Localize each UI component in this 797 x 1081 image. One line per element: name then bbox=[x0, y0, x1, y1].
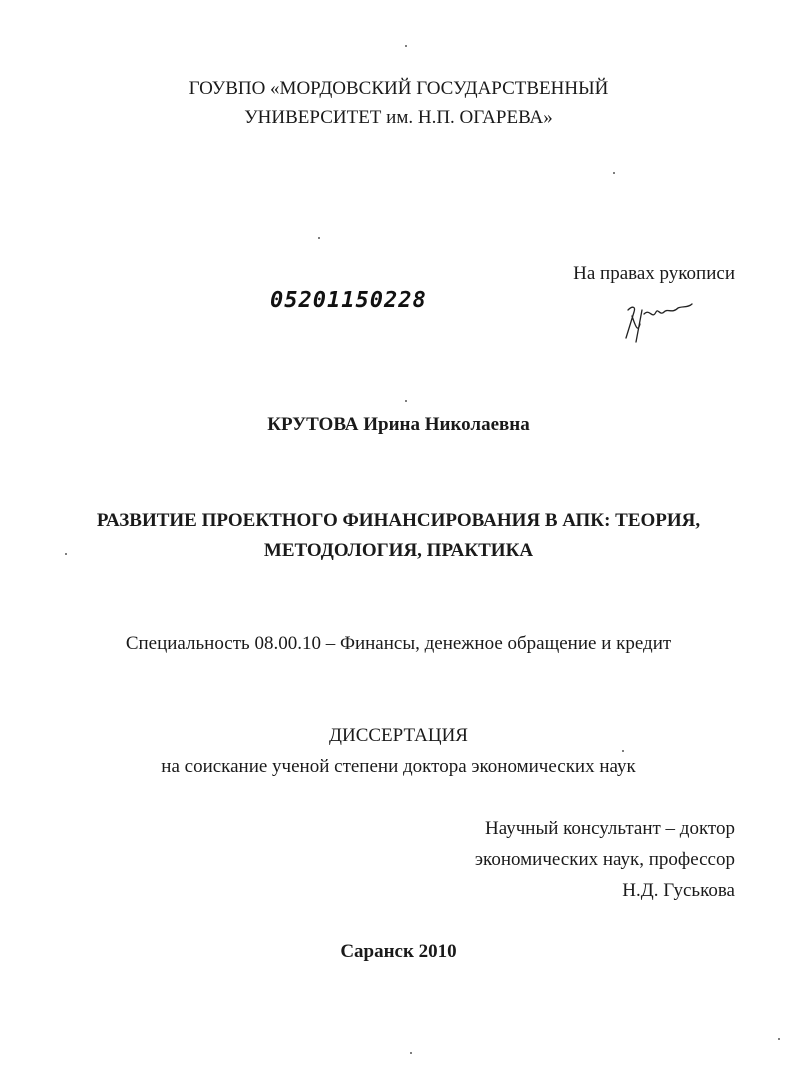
registration-number-stamp: 05201150228 bbox=[270, 288, 427, 313]
author-name: КРУТОВА Ирина Николаевна bbox=[267, 414, 530, 435]
consultant-line-2: экономических наук, профессор bbox=[474, 849, 735, 870]
scan-speck bbox=[405, 45, 407, 47]
scan-speck bbox=[405, 400, 407, 402]
scan-speck bbox=[778, 1038, 780, 1040]
organization-line-1: ГОУВПО «МОРДОВСКИЙ ГОСУДАРСТВЕННЫЙ bbox=[188, 78, 609, 99]
dissertation-title-line-2: МЕТОДОЛОГИЯ, ПРАКТИКА bbox=[263, 540, 534, 561]
work-type: ДИССЕРТАЦИЯ bbox=[329, 725, 468, 746]
place-year: Саранск 2010 bbox=[340, 941, 457, 962]
degree-line: на соискание ученой степени доктора экономических наук bbox=[161, 756, 636, 777]
scan-speck bbox=[410, 1052, 412, 1054]
specialty-line: Специальность 08.00.10 – Финансы, денежное обращение и кредит bbox=[125, 633, 672, 654]
scan-speck bbox=[318, 237, 320, 239]
signature-icon bbox=[622, 298, 696, 344]
scan-speck bbox=[613, 172, 615, 174]
organization-line-2: УНИВЕРСИТЕТ им. Н.П. ОГАРЕВА» bbox=[244, 107, 553, 128]
scan-speck bbox=[622, 750, 624, 752]
manuscript-note: На правах рукописи bbox=[573, 263, 735, 284]
consultant-line-1: Научный консультант – доктор bbox=[485, 818, 735, 839]
scan-speck bbox=[65, 553, 67, 555]
dissertation-title-line-1: РАЗВИТИЕ ПРОЕКТНОГО ФИНАНСИРОВАНИЯ В АПК: ТЕОРИЯ, bbox=[96, 510, 701, 531]
consultant-name: Н.Д. Гуськова bbox=[622, 880, 735, 901]
